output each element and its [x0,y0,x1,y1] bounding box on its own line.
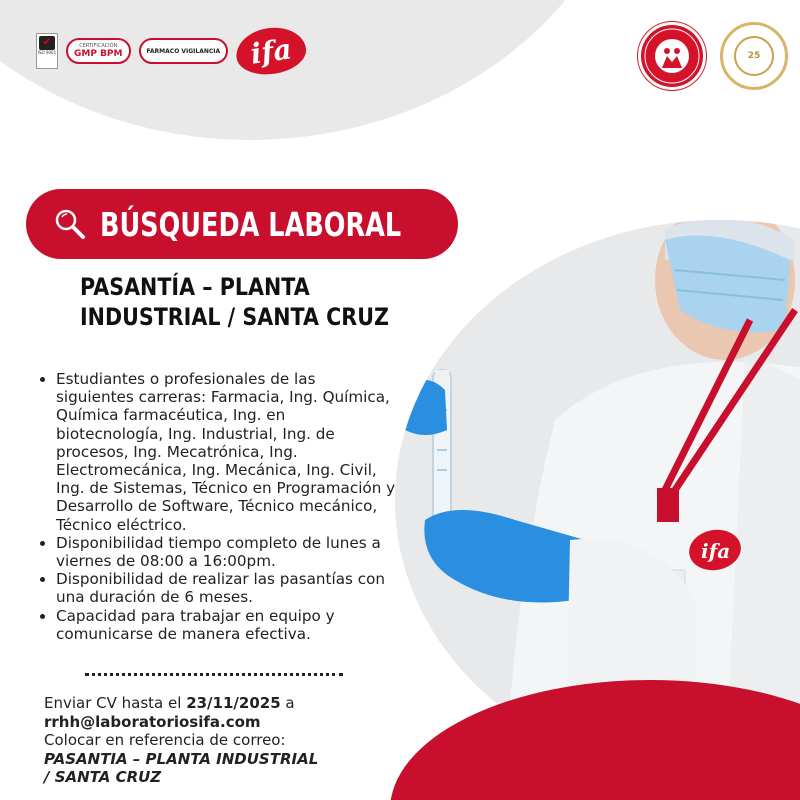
page-title: BÚSQUEDA LABORAL [100,204,402,244]
gmp-badge [66,38,131,64]
application-instructions [44,694,374,787]
dotted-divider [85,673,343,676]
checkmark-icon: ✔ [39,36,55,50]
send-cv-prefix: Enviar CV hasta el [44,694,187,712]
gmp-badge-small-text: CERTIFICACIÓN [79,43,118,49]
anniversary-seal-number: 25 [734,36,774,76]
send-cv-suffix: a [280,694,295,712]
position-title-line2: INDUSTRIAL / SANTA CRUZ [80,303,389,331]
gender-equality-seal [638,22,706,90]
search-icon [52,206,88,242]
iso-badge-text: ISO 9001 [37,50,57,55]
list-item: Estudiantes o profesionales de las siguientes carreras: Farmacia, Ing. Química, Química farmacéutica, Ing. en biotecnología, Ing. Industrial, Ing. de procesos, Ing. Mecatrónica, Ing. Electromecánica, Ing. Mecánica, Ing. Civil, Ing. de Sistemas, Técnico en Programación y Desarrollo de Software, Técnico mecánico, Técnico eléctrico. [36,370,396,534]
requirements-list [36,370,396,643]
reference-line1: PASANTIA – PLANTA INDUSTRIAL [44,749,319,768]
position-title [80,272,389,332]
deadline-date: 23/11/2025 [186,694,281,712]
reference-label: Colocar en referencia de correo: [44,731,286,749]
list-item: Disponibilidad tiempo completo de lunes a viernes de 08:00 a 16:00pm. [36,534,396,570]
anniversary-seal [720,22,788,90]
contact-email[interactable] [44,713,374,732]
certification-logos [36,28,306,74]
contact-email-text[interactable]: rrhh@laboratoriosifa.com [44,712,261,731]
send-cv-line [44,694,374,713]
farmacovigilancia-badge [139,38,229,64]
title-banner [26,189,458,259]
iso-badge [36,33,58,69]
gmp-badge-text: GMP BPM [74,49,123,59]
farmacovigilancia-text: FARMACO VIGILANCIA [146,47,221,55]
gender-equality-seal-graphic [642,26,702,86]
list-item: Disponibilidad de realizar las pasantías con una duración de 6 meses. [36,570,396,606]
ifa-logo: ifa [233,23,309,78]
bottom-red-arc [390,680,800,800]
coat-ifa-logo: ifa [701,539,731,563]
list-item: Capacidad para trabajar en equipo y comunicarse de manera efectiva. [36,607,396,643]
reference-line2: / SANTA CRUZ [44,768,162,786]
position-title-line1: PASANTÍA – PLANTA [80,273,310,301]
